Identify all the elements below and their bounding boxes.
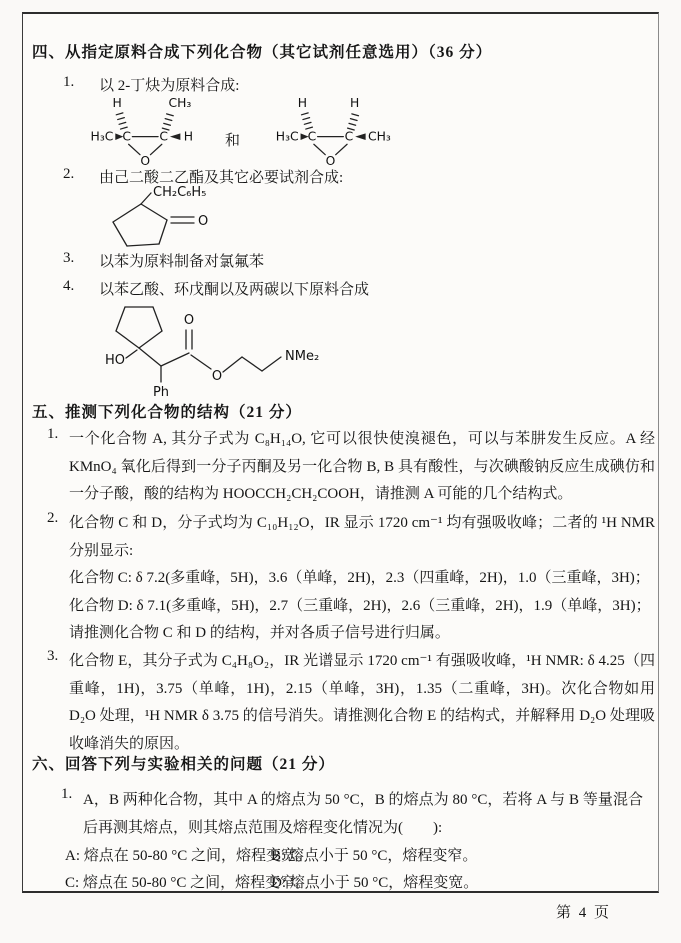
label-o: O xyxy=(325,154,336,168)
q5-item-2-nmr-d: 化合物 D: δ 7.1(多重峰，5H)，2.7（三重峰，2H)，2.6（三重峰，2H)，1.9（单峰，3H)； xyxy=(69,597,651,614)
label-h: H xyxy=(297,96,308,111)
q5-item-2-number: 2. xyxy=(47,510,59,526)
label-o: O xyxy=(183,313,195,328)
aminoester-structure xyxy=(87,302,357,402)
section-5-heading: 五、推测下列化合物的结构（21 分） xyxy=(32,404,302,421)
page-border-frame xyxy=(22,12,659,893)
q6-options-row-cd xyxy=(65,871,478,892)
q5-item-2-nmr-c: 化合物 C: δ 7.2(多重峰，5H)，3.6（单峰，2H)，2.3（四重峰，2H)，1.0（三重峰，3H)； xyxy=(69,570,650,586)
q5-item-3-number: 3. xyxy=(47,648,59,664)
section-4-heading: 四、从指定原料合成下列化合物（其它试剂任意选用）（36 分） xyxy=(32,44,493,61)
page-number: 第 4 页 xyxy=(556,905,612,921)
q4-item-4 xyxy=(63,278,369,299)
label-h3c: H₃C xyxy=(275,129,299,144)
q5-item-3-text: 化合物 E，其分子式为 C₄H₈O₂，IR 光谱显示 1720 cm⁻¹ 有强吸收峰，¹H NMR: δ 4.25（四重峰，1H)，3.75（单峰，1H)，2.15（单峰，3H)，1.35（二重峰，3H)。次化合物如用 D₂O 处理，¹H NMR δ 3.75 的信号消失。请推测化合物 E 的结构式，并解释用 D₂O 处理吸收峰消失的原因。 xyxy=(69,653,655,752)
cis-2-3-dimethyloxirane-structure xyxy=(262,92,398,168)
label-h: H xyxy=(183,129,193,144)
q5-item-1-number: 1. xyxy=(47,426,59,442)
section-6-heading: 六、回答下列与实验相关的问题（21 分） xyxy=(32,756,335,773)
q6-option-b: B: 熔点小于 50 °C，熔程变窄。 xyxy=(271,848,478,864)
q6-item-1-text: A，B 两种化合物，其中 A 的熔点为 50 °C，B 的熔点为 80 °C，若将 A 与 B 等量混合后再测其熔点，则其熔点范围及熔程变化情况为( ): xyxy=(83,792,643,836)
q5-item-2-closing: 请推测化合物 C 和 D 的结构，并对各质子信号进行归属。 xyxy=(69,625,450,641)
q4-item-1-text: 以 2-丁炔为原料合成: xyxy=(99,78,240,94)
q6-options-row-ab xyxy=(65,844,477,865)
wedge-bond xyxy=(170,133,180,140)
trans-2-3-dimethyloxirane-structure xyxy=(77,92,203,168)
q5-item-3 xyxy=(47,648,655,758)
q5-item-2 xyxy=(47,510,655,648)
q5-item-2-intro: 化合物 C 和 D，分子式均为 C₁₀H₁₂O，IR 显示 1720 cm⁻¹ 均有强吸收峰；二者的 ¹H NMR 分别显示: xyxy=(69,515,655,559)
q6-option-d: D: 熔点小于 50 °C，熔程变宽。 xyxy=(271,875,479,891)
q6-option-c: C: 熔点在 50-80 °C 之间，熔程变窄。 xyxy=(65,875,311,891)
label-c: C xyxy=(159,129,169,144)
q4-item-1-number: 1. xyxy=(63,74,75,90)
benzylcyclopentanone-structure xyxy=(99,184,249,250)
label-o: O xyxy=(140,154,151,168)
q6-item-1-number: 1. xyxy=(61,786,73,802)
label-h3c: H₃C xyxy=(90,129,114,144)
q6-item-1 xyxy=(61,786,643,842)
q5-item-1 xyxy=(47,426,655,509)
q4-item-2-number: 2. xyxy=(63,166,75,182)
wedge-bond xyxy=(355,133,365,140)
q4-item-3-number: 3. xyxy=(63,250,75,266)
label-ch3: CH₃ xyxy=(168,96,192,111)
label-nme2: NMe₂ xyxy=(285,349,320,364)
label-h: H xyxy=(112,96,122,111)
q4-item-2-text: 由己二酸二乙酯及其它必要试剂合成: xyxy=(99,170,344,186)
q4-item-1-structures xyxy=(77,92,398,168)
q4-item-3-text: 以苯为原料制备对氯氟苯 xyxy=(99,254,265,270)
q6-option-a: A: 熔点在 50-80 °C 之间，熔程变宽。 xyxy=(65,848,311,864)
q4-item-4-text: 以苯乙酸、环戊酮以及两碳以下原料合成 xyxy=(99,282,370,298)
q4-item-3 xyxy=(63,250,264,271)
label-c: C xyxy=(122,129,132,144)
label-h: H xyxy=(350,96,360,111)
label-o: O xyxy=(211,369,223,384)
q5-item-1-text: 一个化合物 A, 其分子式为 C₈H₁₄O, 它可以很快使溴褪色，可以与苯肼发生反应。A 经 KMnO₄ 氧化后得到一分子丙酮及另一化合物 B, B 具有酸性，与次碘酸钠反应生成碘仿和一分子酸，酸的结构为 HOOCCH₂CH₂COOH，请推测 A 可能的几个结构式。 xyxy=(69,431,655,502)
and-connector: 和 xyxy=(225,132,241,149)
label-ch3: CH₃ xyxy=(368,129,391,144)
label-ho: HO xyxy=(104,353,125,368)
label-ph: Ph xyxy=(152,385,170,400)
label-c: C xyxy=(344,129,354,144)
label-o: O xyxy=(198,214,209,229)
label-c: C xyxy=(307,129,317,144)
q4-item-4-number: 4. xyxy=(63,278,75,294)
label-ch2c6h5: CH₂C₆H₅ xyxy=(153,185,207,200)
